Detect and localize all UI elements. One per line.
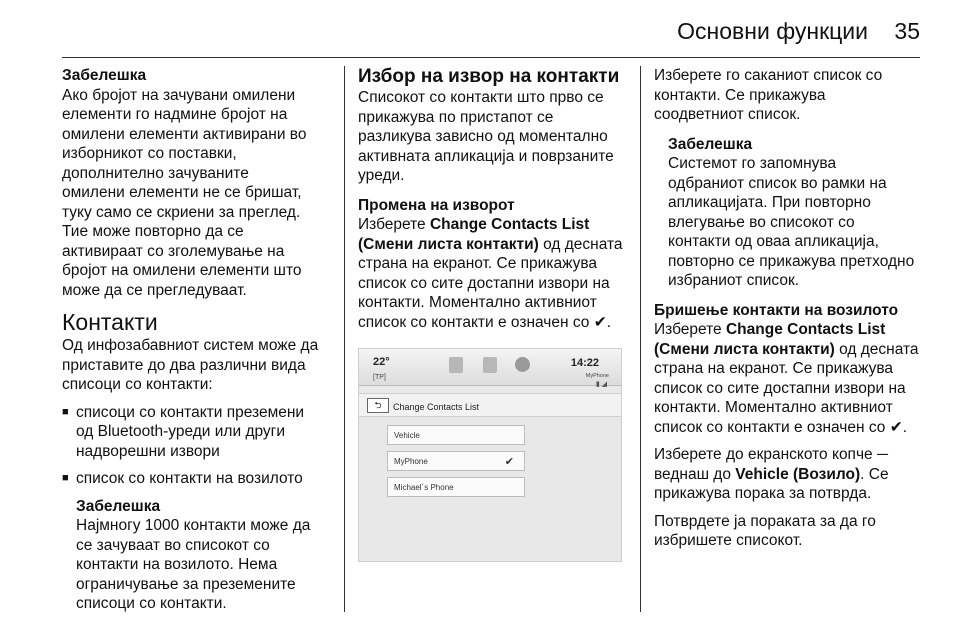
sub-heading: Бришење контакти на возилото [654,301,899,319]
text-line: контакти. Се прикажува [654,86,826,104]
list-item-label: Vehicle [394,431,420,440]
bullet-item [62,403,332,462]
paragraph [654,512,930,551]
text-line: Од инфозабавниот систем може да [62,337,319,354]
text-line: туку само се скриени за преглед. [62,203,301,221]
text-line: Најмногу 1000 контакти може да [76,517,311,534]
text-line: активираат со зголемување на [62,242,285,260]
text-line: повторно се прикажува претходно [668,252,915,270]
text-span: . Се [860,465,889,483]
signal-icon: ▮ ◢ [595,381,607,388]
column-divider-2 [640,66,641,612]
paragraph [654,66,930,125]
text-line: Изберете до екранското копче ─ [654,446,888,463]
note-block [62,497,332,614]
screen-title-bar [359,393,621,417]
text-line: надворешни извори [76,442,220,460]
text-line: се зачуваат во списокот со [76,536,270,554]
text-line: список со сите достапни извори на [654,379,906,397]
text-line: избришете списокот. [654,532,803,549]
text-line: ограничување за преземените [76,575,296,593]
text-line: приставите до два различни вида [62,356,306,374]
paragraph [654,320,930,437]
text-line: омилени елементи не се бришат, [62,184,302,201]
text-line: страна на екранот. Се прикажува [654,360,894,377]
text-line: апликацијата. При повторно [668,194,871,211]
phone-icon [483,357,497,373]
note-text [62,86,332,301]
note-heading: Забелешка [76,497,161,515]
text-line: список со контакти на возилото [76,470,303,487]
text-line: контакти од оваа апликација, [668,233,879,250]
list-item-label: Michael´s Phone [394,483,454,492]
text-line: Списокот со контакти што прво се [358,89,604,106]
text-span: Изберете [358,216,430,233]
text-line: изборникот со поставки, [62,145,237,162]
list-item-label: MyPhone [394,457,428,466]
text-line: Системот го запомнува [668,155,837,172]
column-1 [62,66,332,614]
text-line: страна на екранот. Се прикажува [358,255,598,272]
menu-reference: Change Contacts List (Смени листа контакти) [358,216,590,253]
text-line: Изберете го саканиот список со [654,67,883,84]
intro-text [358,88,628,186]
music-icon [449,357,463,373]
intro-text [62,336,332,395]
text-span: од десната [839,340,919,358]
list-item-michaels-phone[interactable] [387,477,525,497]
bullet-square-icon: ■ [62,405,69,418]
text-line: разликува зависно од моментално [358,128,608,145]
column-divider-1 [344,66,345,612]
text-line: контакти на возилото. Нема [76,556,278,573]
note-heading: Забелешка [668,135,753,153]
text-line: омилени елементи активирани во [62,125,307,143]
section-heading-contacts: Контакти [62,309,158,335]
screenshot-figure [358,348,622,562]
tp-indicator: [TP] [373,374,386,381]
text-line: соодветниот список. [654,106,801,123]
paragraph [358,215,628,332]
text-span: Изберете [654,321,726,338]
text-line: Ако бројот на зачувани омилени [62,86,296,104]
text-line: контакти. Моментално активниот [358,294,597,311]
status-bar [359,349,621,386]
paragraph [654,445,930,504]
text-line: од Bluetooth-уреди или други [76,423,285,440]
text-line: списоци со контакти преземени [76,403,305,421]
list-item-myphone[interactable] [387,451,525,471]
text-line: Тие може повторно да се [62,223,244,240]
text-line: списоци со контакти. [76,595,227,612]
section-heading-source: Избор на извор на контакти [358,66,620,87]
header-divider [62,57,920,58]
text-line: контакти. Моментално активниот [654,399,893,416]
checkmark-icon: ✔ [504,456,514,468]
text-line: избраниот список. [668,272,800,289]
text-line: елементи го надмине бројот на [62,106,288,123]
phone-name: MyPhone [585,373,609,379]
note-heading: Забелешка [62,67,147,84]
clock: 14:22 [570,357,599,369]
text-line: дополнително зачуваните [62,164,249,182]
globe-icon [515,357,530,372]
column-2 [358,66,628,562]
text-line: список со контакти е означен со ✔. [654,418,908,436]
sub-heading: Промена на изворот [358,196,515,214]
list-item-vehicle[interactable] [387,425,525,445]
temperature: 22° [373,356,390,368]
menu-reference: Change Contacts List (Смени листа контакти) [654,321,886,358]
text-span: од десната [543,235,623,253]
text-line: уреди. [358,167,405,184]
text-line: прикажува по пристапот се [358,108,554,126]
text-line: може да се прегледуваат. [62,281,247,299]
screen-title: Change Contacts List [393,402,480,412]
menu-reference: Vehicle (Возило) [735,465,861,483]
text-line: списоци со контакти: [62,376,213,393]
page-number: 35 [894,18,920,44]
bullet-item [62,469,332,489]
text-line: Потврдете ја пораката за да го [654,512,876,530]
text-line: одбраниот список во рамки на [668,174,887,192]
bullet-square-icon: ■ [62,472,69,484]
text-line: бројот на омилени елементи што [62,262,302,279]
note-block [654,135,930,291]
text-line: активната апликација и поврзаните [358,147,614,165]
text-line: список со контакти е означен со ✔. [358,313,612,331]
back-icon[interactable]: ⮌ [367,398,389,413]
text-line: список со сите достапни извори на [358,274,610,292]
text-line: прикажува порака за потврда. [654,485,872,502]
text-span: веднаш до [654,465,736,483]
text-line: влегување во списокот со [668,213,855,231]
column-3 [654,66,930,551]
page-header-title: Основни функции [677,18,868,44]
